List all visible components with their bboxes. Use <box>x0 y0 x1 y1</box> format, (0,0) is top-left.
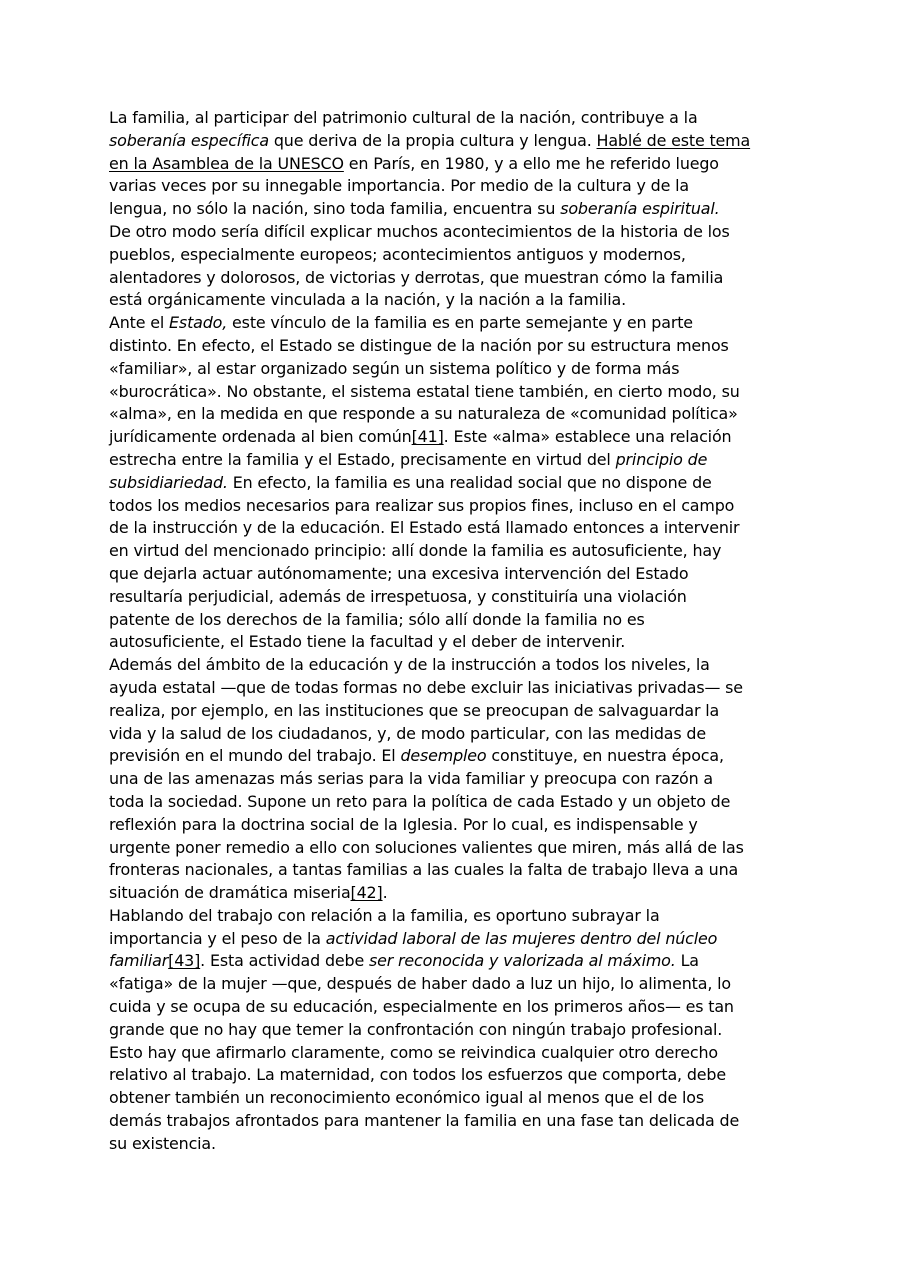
text: este vínculo de la familia es en parte semejante y en parte <box>227 313 693 333</box>
text-line <box>109 244 809 267</box>
unesco-speech-link-continued[interactable]: en la Asamblea de la UNESCO <box>109 153 344 173</box>
text-line <box>109 426 809 449</box>
text: . <box>382 883 388 903</box>
text-line <box>109 837 809 860</box>
text: patente de los derechos de la familia; sólo allí donde la familia no es <box>109 609 645 629</box>
text: vida y la salud de los ciudadanos, y, de modo particular, con las medidas de <box>109 723 706 743</box>
text-line <box>109 289 809 312</box>
text-line <box>109 381 809 404</box>
text-line <box>109 609 809 632</box>
text-line <box>109 928 809 951</box>
text: su existencia. <box>109 1133 216 1153</box>
emphasis-text: soberanía específica <box>109 130 269 150</box>
text-line <box>109 472 809 495</box>
text: una de las amenazas más serias para la vida familiar y preocupa con razón a <box>109 769 714 789</box>
text-line <box>109 996 809 1019</box>
emphasis-text: actividad laboral de las mujeres dentro del núcleo <box>325 928 718 948</box>
text-line <box>109 1064 809 1087</box>
text: La familia, al participar del patrimonio cultural de la nación, contribuye a la <box>109 108 698 127</box>
text: urgente poner remedio a ello con soluciones valientes que miren, más allá de las <box>109 837 744 857</box>
document-page <box>109 107 809 1156</box>
footnote-link-41[interactable]: [41] <box>411 427 444 447</box>
text-line <box>109 358 809 381</box>
text-line <box>109 745 809 768</box>
text-line <box>109 768 809 791</box>
text: demás trabajos afrontados para mantener la familia en una fase tan delicada de <box>109 1111 740 1131</box>
text: realiza, por ejemplo, en las instituciones que se preocupan de salvaguardar la <box>109 700 720 720</box>
text-line <box>109 1019 809 1042</box>
text-line <box>109 495 809 518</box>
text-line <box>109 950 809 973</box>
text: cuida y se ocupa de su educación, especialmente en los primeros años— es tan <box>109 997 734 1017</box>
text: en París, en 1980, y a ello me he referido luego <box>343 153 719 173</box>
text-line <box>109 700 809 723</box>
paragraph-4 <box>109 905 809 1156</box>
text-line <box>109 631 809 654</box>
footnote-link-43[interactable]: [43] <box>168 951 201 971</box>
text: . Esta actividad debe <box>200 951 369 971</box>
text: La <box>675 951 699 971</box>
text: constituye, en nuestra época, <box>486 746 724 766</box>
text-line <box>109 403 809 426</box>
text: varias veces por su innegable importancia. Por medio de la cultura y de la <box>109 176 689 196</box>
text-line <box>109 1042 809 1065</box>
text-line <box>109 654 809 677</box>
text-line <box>109 677 809 700</box>
text-line <box>109 153 809 176</box>
text: todos los medios necesarios para realizar sus propios fines, incluso en el campo <box>109 495 735 515</box>
text: De otro modo sería difícil explicar muchos acontecimientos de la historia de los <box>109 221 730 241</box>
text-line <box>109 449 809 472</box>
text-line <box>109 517 809 540</box>
text: distinto. En efecto, el Estado se distingue de la nación por su estructura menos <box>109 335 729 355</box>
unesco-speech-link[interactable]: Hablé de este tema <box>596 130 751 150</box>
text: importancia y el peso de la <box>109 928 326 948</box>
text-line <box>109 1133 809 1156</box>
emphasis-text: subsidiariedad. <box>109 472 228 492</box>
footnote-link-42[interactable]: [42] <box>350 883 383 903</box>
emphasis-text: desempleo <box>400 746 487 766</box>
text: En efecto, la familia es una realidad social que no dispone de <box>227 472 712 492</box>
text-line <box>109 107 809 130</box>
text: grande que no hay que temer la confrontación con ningún trabajo profesional. <box>109 1019 723 1039</box>
text: Esto hay que afirmarlo claramente, como se reivindica cualquier otro derecho <box>109 1042 718 1062</box>
text: resultaría perjudicial, además de irrespetuosa, y constituiría una violación <box>109 586 687 606</box>
text: fronteras nacionales, a tantas familias a las cuales la falta de trabajo lleva a una <box>109 860 739 880</box>
text: estrecha entre la familia y el Estado, precisamente en virtud del <box>109 449 616 469</box>
text: pueblos, especialmente europeos; acontecimientos antiguos y modernos, <box>109 244 686 264</box>
emphasis-text: familiar <box>109 951 169 971</box>
emphasis-text: ser reconocida y valorizada al máximo. <box>369 951 676 971</box>
text-line <box>109 1110 809 1133</box>
text: de la instrucción y de la educación. El Estado está llamado entonces a intervenir <box>109 518 740 538</box>
text-line <box>109 175 809 198</box>
text: situación de dramática miseria <box>109 883 351 903</box>
text-line <box>109 905 809 928</box>
text: en virtud del mencionado principio: allí donde la familia es autosuficiente, hay <box>109 541 722 561</box>
text: autosuficiente, el Estado tiene la facultad y el deber de intervenir. <box>109 632 626 652</box>
text: lengua, no sólo la nación, sino toda familia, encuentra su <box>109 199 561 219</box>
text: Además del ámbito de la educación y de la instrucción a todos los niveles, la <box>109 655 710 675</box>
text: Hablando del trabajo con relación a la familia, es oportuno subrayar la <box>109 905 660 925</box>
emphasis-text: Estado, <box>169 313 228 333</box>
text-line <box>109 267 809 290</box>
text-line <box>109 563 809 586</box>
text: «fatiga» de la mujer —que, después de haber dado a luz un hijo, lo alimenta, lo <box>109 974 731 994</box>
text: Ante el <box>109 313 170 333</box>
paragraph-3 <box>109 654 809 905</box>
paragraph-1 <box>109 107 809 312</box>
text: «alma», en la medida en que responde a su naturaleza de «comunidad política» <box>109 404 738 424</box>
text-line <box>109 859 809 882</box>
text-line <box>109 882 809 905</box>
text: está orgánicamente vinculada a la nación, y la nación a la familia. <box>109 290 627 310</box>
text: «burocrática». No obstante, el sistema estatal tiene también, en cierto modo, su <box>109 381 740 401</box>
text: toda la sociedad. Supone un reto para la política de cada Estado y un objeto de <box>109 791 731 811</box>
text-line <box>109 973 809 996</box>
text-line <box>109 130 809 153</box>
text: . Este «alma» establece una relación <box>443 427 732 447</box>
text: previsión en el mundo del trabajo. El <box>109 746 401 766</box>
emphasis-text: principio de <box>615 449 708 469</box>
emphasis-text: soberanía espiritual. <box>560 199 720 219</box>
text: «familiar», al estar organizado según un sistema político y de forma más <box>109 358 680 378</box>
text: que deriva de la propia cultura y lengua. <box>268 130 597 150</box>
paragraph-2 <box>109 312 809 654</box>
text-line <box>109 723 809 746</box>
text: que dejarla actuar autónomamente; una excesiva intervención del Estado <box>109 563 689 583</box>
text-line <box>109 814 809 837</box>
text-line <box>109 1087 809 1110</box>
text-line <box>109 221 809 244</box>
text-line <box>109 586 809 609</box>
text: obtener también un reconocimiento económico igual al menos que el de los <box>109 1088 704 1108</box>
text: relativo al trabajo. La maternidad, con todos los esfuerzos que comporta, debe <box>109 1065 726 1085</box>
text: alentadores y dolorosos, de victorias y derrotas, que muestran cómo la familia <box>109 267 724 287</box>
text: ayuda estatal —que de todas formas no debe excluir las iniciativas privadas— se <box>109 677 743 697</box>
text-line <box>109 198 809 221</box>
text: reflexión para la doctrina social de la Iglesia. Por lo cual, es indispensable y <box>109 814 698 834</box>
text-line <box>109 335 809 358</box>
text-line <box>109 791 809 814</box>
text: jurídicamente ordenada al bien común <box>109 427 412 447</box>
text-line <box>109 540 809 563</box>
text-line <box>109 312 809 335</box>
